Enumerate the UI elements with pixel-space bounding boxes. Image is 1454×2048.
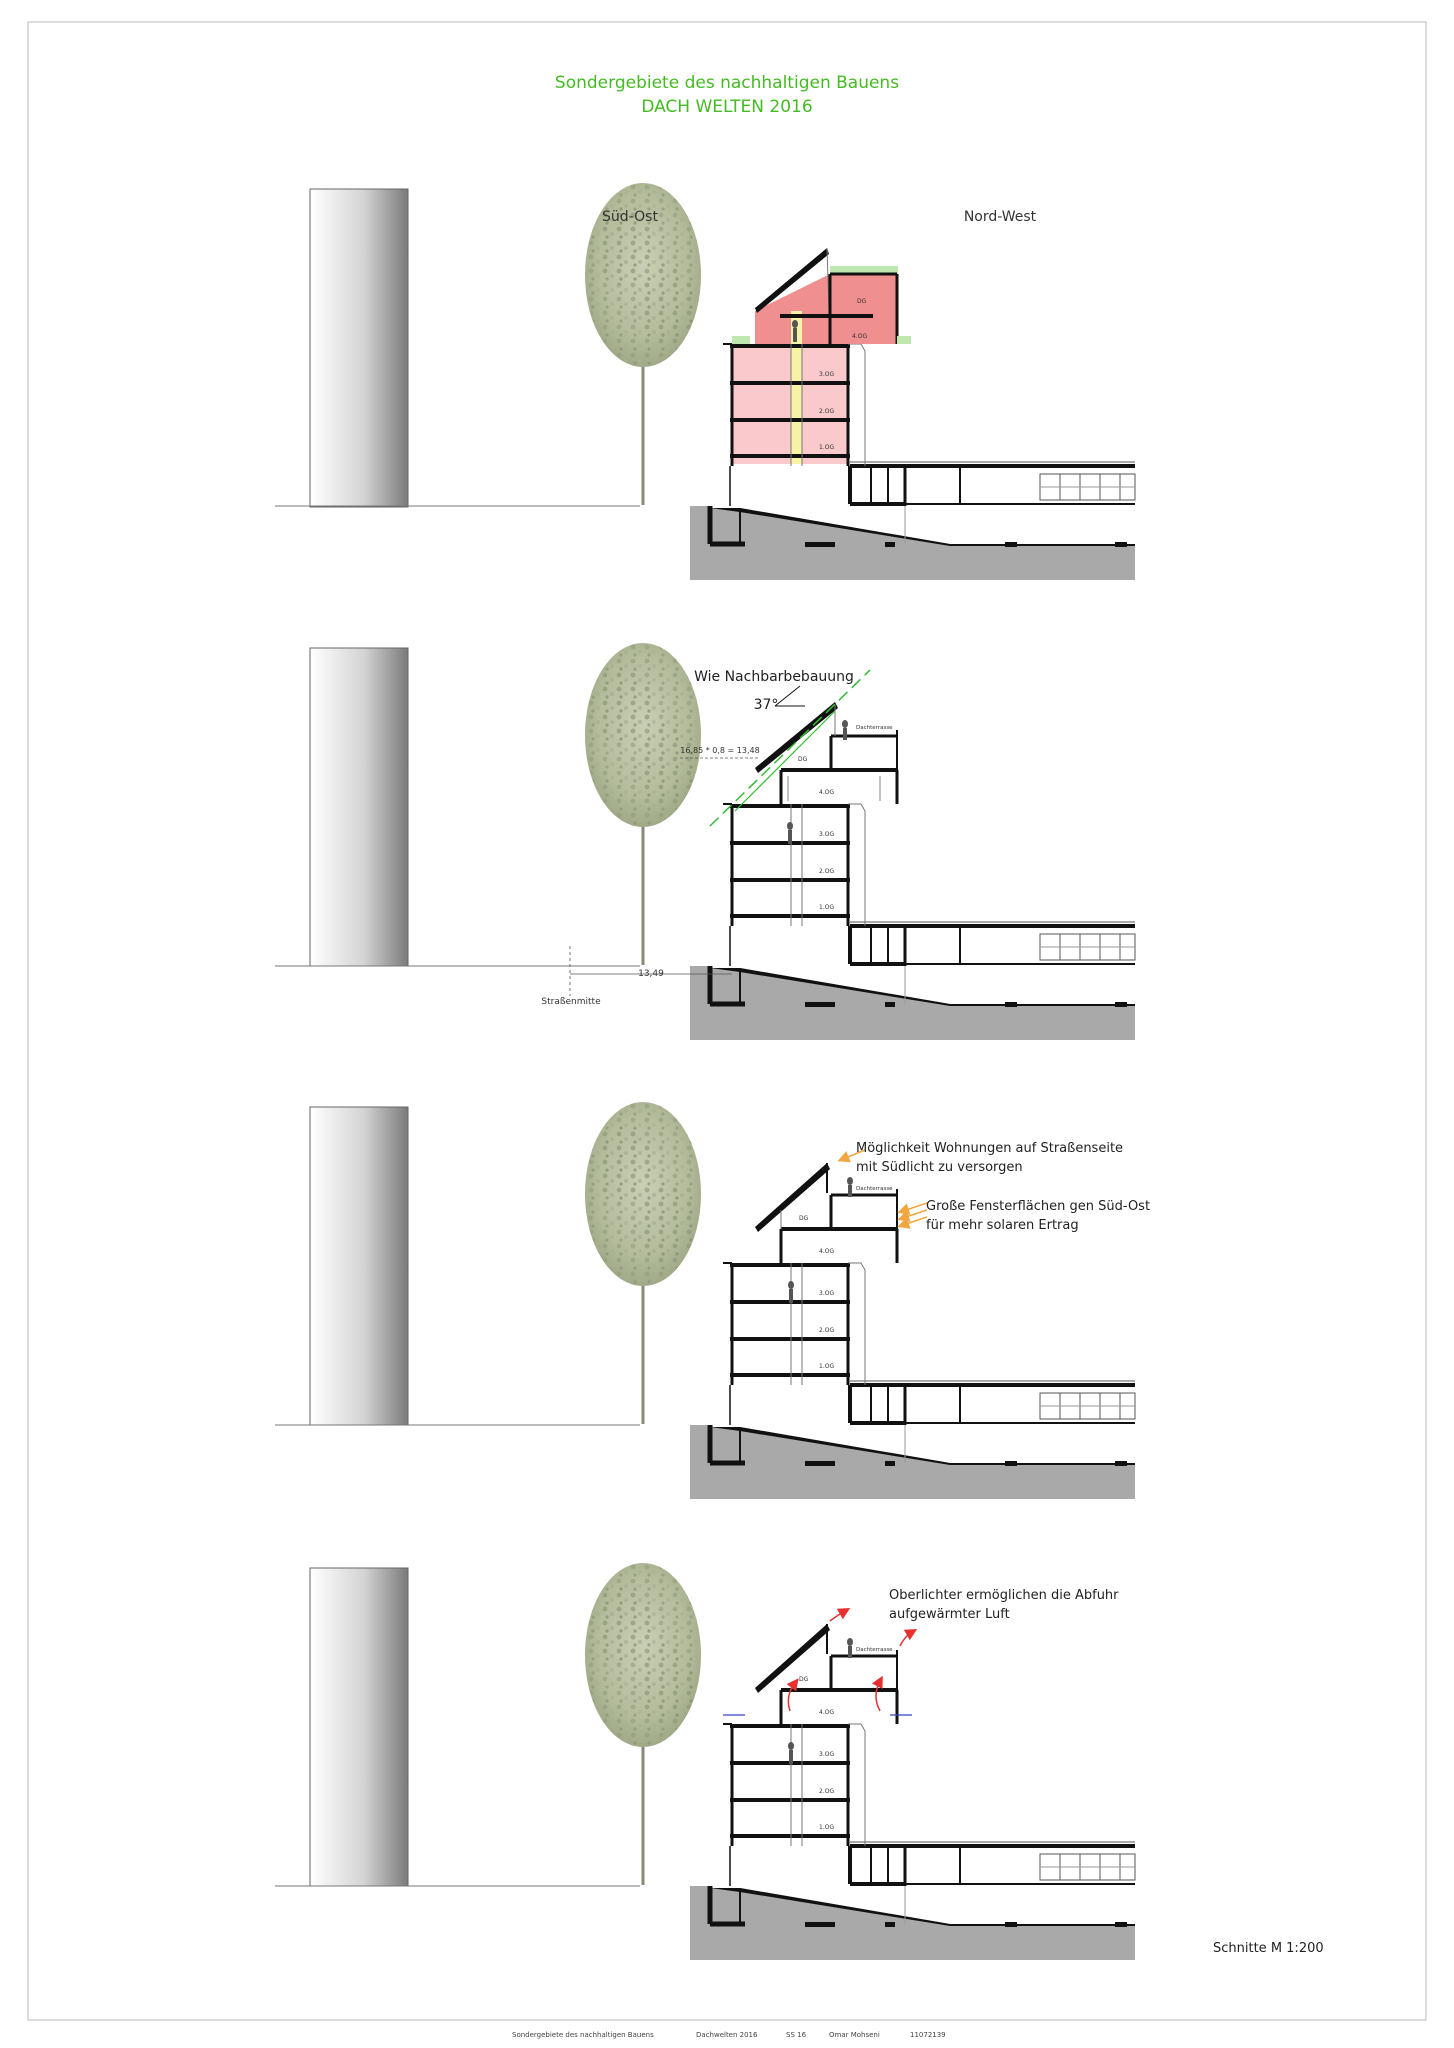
orientation-south-east-label: Süd-Ost [602, 209, 658, 225]
floor-stack [723, 1263, 865, 1385]
distance-dimension: 13,49 [638, 969, 664, 979]
floor-label-dg: DG [857, 298, 867, 305]
roof-angle-label: 37° [753, 697, 779, 713]
floor-label-2og: 2.OG [819, 1327, 835, 1334]
floor-label-3og: 3.OG [819, 1290, 835, 1297]
floor-label-4og: 4.OG [819, 1709, 835, 1716]
floor-label-4og: 4.OG [852, 333, 868, 340]
footer-term: SS 16 [786, 2031, 807, 2039]
street-tree [585, 1102, 701, 1424]
floor-label-2og: 2.OG [819, 1788, 835, 1795]
floor-label-terrace: Dachterrasse [856, 725, 893, 731]
window-note-line2: für mehr solaren Ertrag [926, 1218, 1079, 1233]
floor-label-3og: 3.OG [819, 831, 835, 838]
footer [512, 2031, 946, 2039]
section-4-ventilation [275, 1563, 1135, 1960]
footer-project: Dachwelten 2016 [696, 2031, 758, 2039]
floor-label-dg: DG [798, 756, 808, 763]
section-2-regulation [275, 643, 1135, 1040]
orientation-north-west-label: Nord-West [963, 209, 1037, 225]
floor-stack [723, 1724, 865, 1846]
floor-label-dg: DG [799, 1215, 809, 1222]
daylight-note-line1: Möglichkeit Wohnungen auf Straßenseite [856, 1141, 1124, 1156]
floor-label-3og: 3.OG [819, 1751, 835, 1758]
floor-label-1og: 1.OG [819, 444, 835, 451]
header-subtitle: DACH WELTEN 2016 [641, 97, 813, 117]
floor-label-2og: 2.OG [819, 408, 835, 415]
scale-label: Schnitte M 1:200 [1213, 1941, 1324, 1956]
footer-matrikel: 11072139 [910, 2031, 946, 2039]
floor-label-1og: 1.OG [819, 1824, 835, 1831]
floor-label-4og: 4.OG [819, 1248, 835, 1255]
daylight-note-line2: mit Südlicht zu versorgen [856, 1160, 1023, 1175]
floor-label-terrace: Dachterrasse [856, 1186, 893, 1192]
window-note-line1: Große Fensterflächen gen Süd-Ost [926, 1199, 1151, 1214]
ventilation-note-line1: Oberlichter ermöglichen die Abfuhr [889, 1588, 1119, 1603]
floor-label-3og: 3.OG [819, 371, 835, 378]
floor-label-1og: 1.OG [819, 904, 835, 911]
footer-author: Omar Mohseni [829, 2031, 880, 2039]
footer-course: Sondergebiete des nachhaltigen Bauens [512, 2031, 654, 2039]
neighbor-tower [310, 1107, 408, 1425]
street-center-label: Straßenmitte [541, 997, 601, 1007]
floor-label-dg: DG [799, 1676, 809, 1683]
regulation-note: Wie Nachbarbebauung [694, 669, 854, 685]
height-formula: 16,85 * 0,8 = 13,48 [680, 746, 760, 755]
floor-label-2og: 2.OG [819, 868, 835, 875]
header-title: Sondergebiete des nachhaltigen Bauens [554, 73, 900, 93]
neighbor-tower [310, 189, 408, 507]
street-tree [585, 1563, 701, 1885]
street-tree [585, 643, 701, 965]
floor-label-1og: 1.OG [819, 1363, 835, 1370]
ventilation-note-line2: aufgewärmter Luft [889, 1607, 1010, 1622]
neighbor-tower [310, 648, 408, 966]
neighbor-tower [310, 1568, 408, 1886]
floor-stack [723, 804, 865, 926]
section-3-daylight [275, 1102, 1150, 1499]
floor-label-4og: 4.OG [819, 789, 835, 796]
floor-label-terrace: Dachterrasse [856, 1647, 893, 1653]
section-1-colored [275, 183, 1135, 580]
street-tree [585, 183, 701, 505]
